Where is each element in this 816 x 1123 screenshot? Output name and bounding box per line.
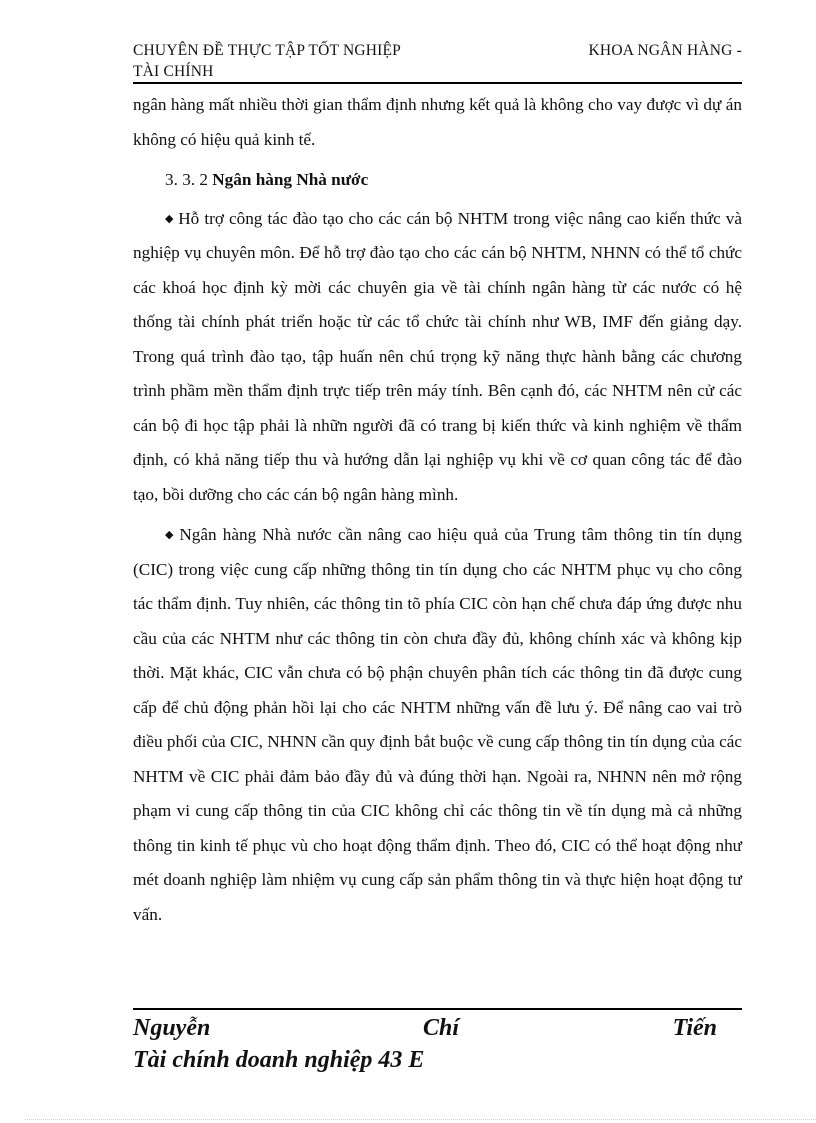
- page-footer: [133, 1012, 742, 1076]
- author-name-part-3: Tiến: [672, 1015, 717, 1041]
- footer-divider: [133, 1008, 742, 1010]
- section-title: Ngân hàng Nhà nước: [212, 170, 369, 189]
- document-body: [133, 88, 742, 932]
- header-left-line2: TÀI CHÍNH: [133, 63, 214, 80]
- page-bottom-edge: [25, 1119, 816, 1120]
- header-divider: [133, 82, 742, 84]
- author-name: [133, 1012, 742, 1044]
- bullet-paragraph-2: [133, 518, 742, 932]
- header-left: [133, 40, 401, 82]
- intro-paragraph: ngân hàng mất nhiều thời gian thẩm định nhưng kết quả là không cho vay được vì dự án không có hiệu quả kinh tế.: [133, 95, 742, 149]
- section-number: 3. 3. 2: [165, 170, 208, 189]
- paragraph-1-text: Hỗ trợ công tác đào tạo cho các cán bộ NHTM trong việc nâng cao kiến thức và nghiệp vụ chuyên môn. Để hỗ trợ đào tạo cho các cán bộ NHTM, NHNN có thể tổ chức các khoá học định kỳ mời các chuyên gia về tài chính ngân hàng từ các nước có hệ thống tài chính phát triển hoặc từ các tổ chức tài chính như WB, IMF đến giảng dạy. Trong quá trình đào tạo, tập huấn nên chú trọng kỹ năng thực hành bằng các chương trình phầm mền thẩm định trực tiếp trên máy tính. Bên cạnh đó, các NHTM nên cử các cán bộ đi học tập phải là nhữn người đã có trang bị kiến thức và kinh nghiệm về thẩm định, có khả năng tiếp thu và hướng dẫn lại nghiệp vụ khi về cơ quan công tác để đào tạo, bồi dưỡng cho các cán bộ ngân hàng mình.: [133, 208, 742, 504]
- diamond-bullet-icon: ◆: [165, 212, 175, 225]
- bullet-paragraph-1: [133, 202, 742, 513]
- header-right: KHOA NGÂN HÀNG -: [588, 42, 742, 59]
- section-heading: [133, 163, 742, 198]
- author-name-part-2: Chí: [423, 1015, 460, 1041]
- author-class: Tài chính doanh nghiệp 43 E: [133, 1047, 425, 1073]
- author-name-part-1: Nguyễn: [133, 1015, 211, 1041]
- paragraph-2-text: Ngân hàng Nhà nước cần nâng cao hiệu quả của Trung tâm thông tin tín dụng (CIC) trong việc cung cấp những thông tin tín dụng cho các NHTM phục vụ cho công tác thẩm định. Tuy nhiên, các thông tin tõ phía CIC còn hạn chế chưa đáp ứng được nhu cầu của các NHTM như các thông tin còn chưa đầy đủ, không chính xác và không kịp thời. Mặt khác, CIC vẫn chưa có bộ phận chuyên phân tích các thông tin đã được cung cấp để chủ động phản hồi lại cho các NHTM những vấn đề lưu ý. Để nâng cao vai trò điều phối của CIC, NHNN cần quy định bắt buộc về cung cấp thông tin tín dụng của các NHTM về CIC phải đảm bảo đầy đủ và đúng thời hạn. Ngoài ra, NHNN nên mở rộng phạm vi cung cấp thông tin của CIC không chỉ các thông tin về tín dụng mà cả những thông tin kinh tế phục vù cho hoạt động thẩm định. Theo đó, CIC có thể hoạt động như mét doanh nghiệp làm nhiệm vụ cung cấp sản phẩm thông tin và thực hiện hoạt động tư vấn.: [133, 525, 742, 924]
- page-header: [133, 40, 742, 82]
- diamond-bullet-icon: ◆: [165, 529, 176, 541]
- header-left-line1: CHUYÊN ĐỀ THỰC TẬP TỐT NGHIỆP: [133, 42, 401, 59]
